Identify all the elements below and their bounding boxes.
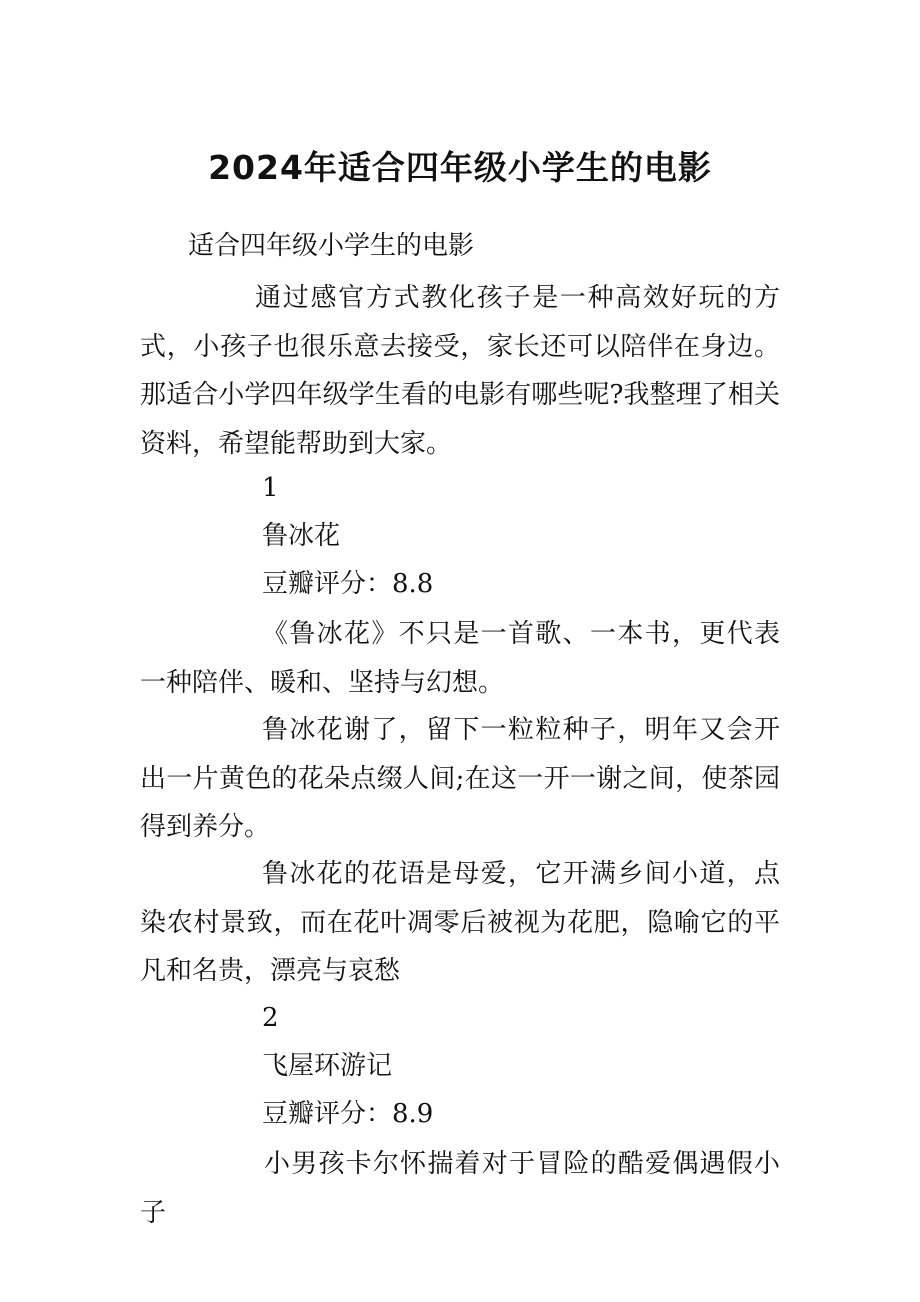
movie-paragraph: 鲁冰花的花语是母爱，它开满乡间小道，点染农村景致，而在花叶凋零后被视为花肥，隐喻它的平凡和名贵，漂亮与哀愁 <box>140 859 780 987</box>
movie-paragraph: 鲁冰花谢了，留下一粒粒种子，明年又会开出一片黄色的花朵点缀人间;在这一开一谢之间，使茶园得到养分。 <box>140 715 780 843</box>
movie-title: 飞屋环游记 <box>262 1051 393 1081</box>
movie-paragraph: 小男孩卡尔怀揣着对于冒险的酷爱偶遇假小子 <box>140 1149 780 1228</box>
movie-rating: 豆瓣评分：8.9 <box>262 1099 434 1129</box>
movie-rating: 豆瓣评分：8.8 <box>262 569 434 599</box>
movie-title: 鲁冰花 <box>262 521 341 551</box>
movie-number: 2 <box>262 1003 279 1033</box>
section-subtitle: 适合四年级小学生的电影 <box>188 231 475 261</box>
movie-paragraph: 《鲁冰花》不只是一首歌、一本书，更代表一种陪伴、暖和、坚持与幻想。 <box>140 619 780 698</box>
movie-number: 1 <box>262 473 279 503</box>
document-title: 2024年适合四年级小学生的电影 <box>208 148 712 187</box>
intro-paragraph: 通过感官方式教化孩子是一种高效好玩的方式，小孩子也很乐意去接受，家长还可以陪伴在身边。那适合小学四年级学生看的电影有哪些呢?我整理了相关资料，希望能帮助到大家。 <box>140 283 780 459</box>
